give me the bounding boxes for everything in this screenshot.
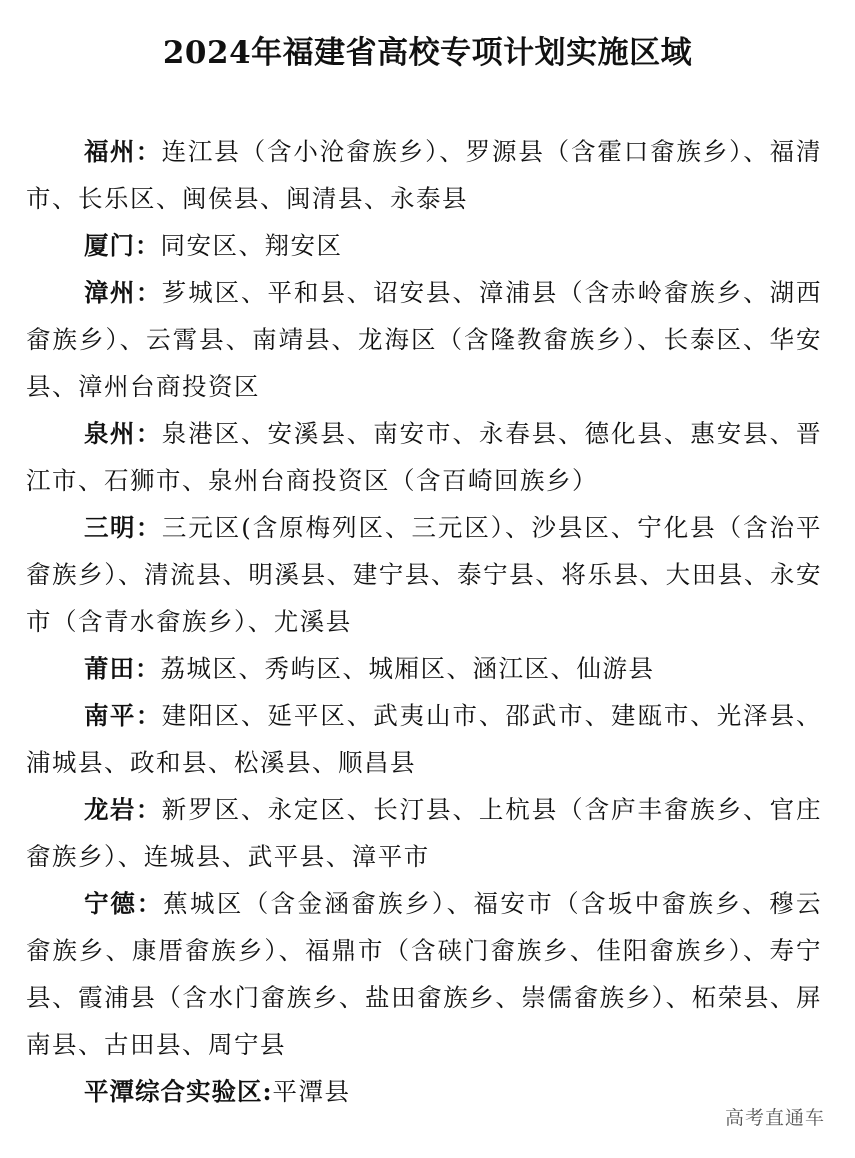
region-item-zhangzhou [26, 269, 822, 410]
city-areas: 芗城区、平和县、诏安县、漳浦县（含赤岭畲族乡、湖西畲族乡）、云霄县、南靖县、龙海区（含隆教畲族乡）、长泰区、华安县、漳州台商投资区 [26, 278, 823, 401]
city-name: 泉州： [84, 419, 162, 448]
region-item-quanzhou [26, 410, 822, 504]
region-item-sanming [26, 504, 822, 645]
region-item-ningde [26, 880, 822, 1068]
city-name: 平潭综合实验区: [84, 1077, 273, 1106]
region-item-putian [26, 645, 822, 692]
city-name: 宁德： [84, 889, 164, 918]
city-name: 漳州： [84, 278, 162, 307]
region-list [26, 128, 822, 1115]
city-areas: 蕉城区（含金涵畲族乡）、福安市（含坂中畲族乡、穆云畲族乡、康厝畲族乡）、福鼎市（含硖门畲族乡、佳阳畲族乡）、寿宁县、霞浦县（含水门畲族乡、盐田畲族乡、崇儒畲族乡）、柘荣县、屏南县、古田县、周宁县 [26, 889, 822, 1059]
city-name: 南平： [84, 701, 162, 730]
region-item-longyan [26, 786, 822, 880]
region-item-pingtan [26, 1068, 822, 1115]
city-name: 福州： [84, 137, 162, 166]
city-areas: 三元区(含原梅列区、三元区）、沙县区、宁化县（含治平畲族乡）、清流县、明溪县、建宁县、泰宁县、将乐县、大田县、永安市（含青水畲族乡）、尤溪县 [26, 513, 822, 636]
city-name: 龙岩： [84, 795, 162, 824]
watermark: 高考直通车 [724, 1107, 825, 1129]
region-item-xiamen [26, 222, 822, 269]
city-name: 厦门： [84, 231, 161, 260]
city-areas: 同安区、翔安区 [160, 231, 343, 260]
region-item-nanping [26, 692, 822, 786]
city-areas: 连江县（含小沧畲族乡）、罗源县（含霍口畲族乡）、福清市、长乐区、闽侯县、闽清县、永泰县 [26, 137, 823, 213]
document-title: 2024年福建省高校专项计划实施区域 [162, 35, 693, 71]
city-name: 三明： [84, 513, 162, 542]
city-areas: 新罗区、永定区、长汀县、上杭县（含庐丰畲族乡、官庄畲族乡）、连城县、武平县、漳平市 [26, 795, 823, 871]
city-name: 莆田： [84, 654, 161, 683]
city-areas: 建阳区、延平区、武夷山市、邵武市、建瓯市、光泽县、浦城县、政和县、松溪县、顺昌县 [26, 701, 823, 777]
city-areas: 荔城区、秀屿区、城厢区、涵江区、仙游县 [160, 654, 655, 683]
city-areas: 泉港区、安溪县、南安市、永春县、德化县、惠安县、晋江市、石狮市、泉州台商投资区（含百崎回族乡） [26, 419, 823, 495]
city-areas: 平潭县 [272, 1077, 351, 1106]
region-item-fuzhou [26, 128, 822, 222]
